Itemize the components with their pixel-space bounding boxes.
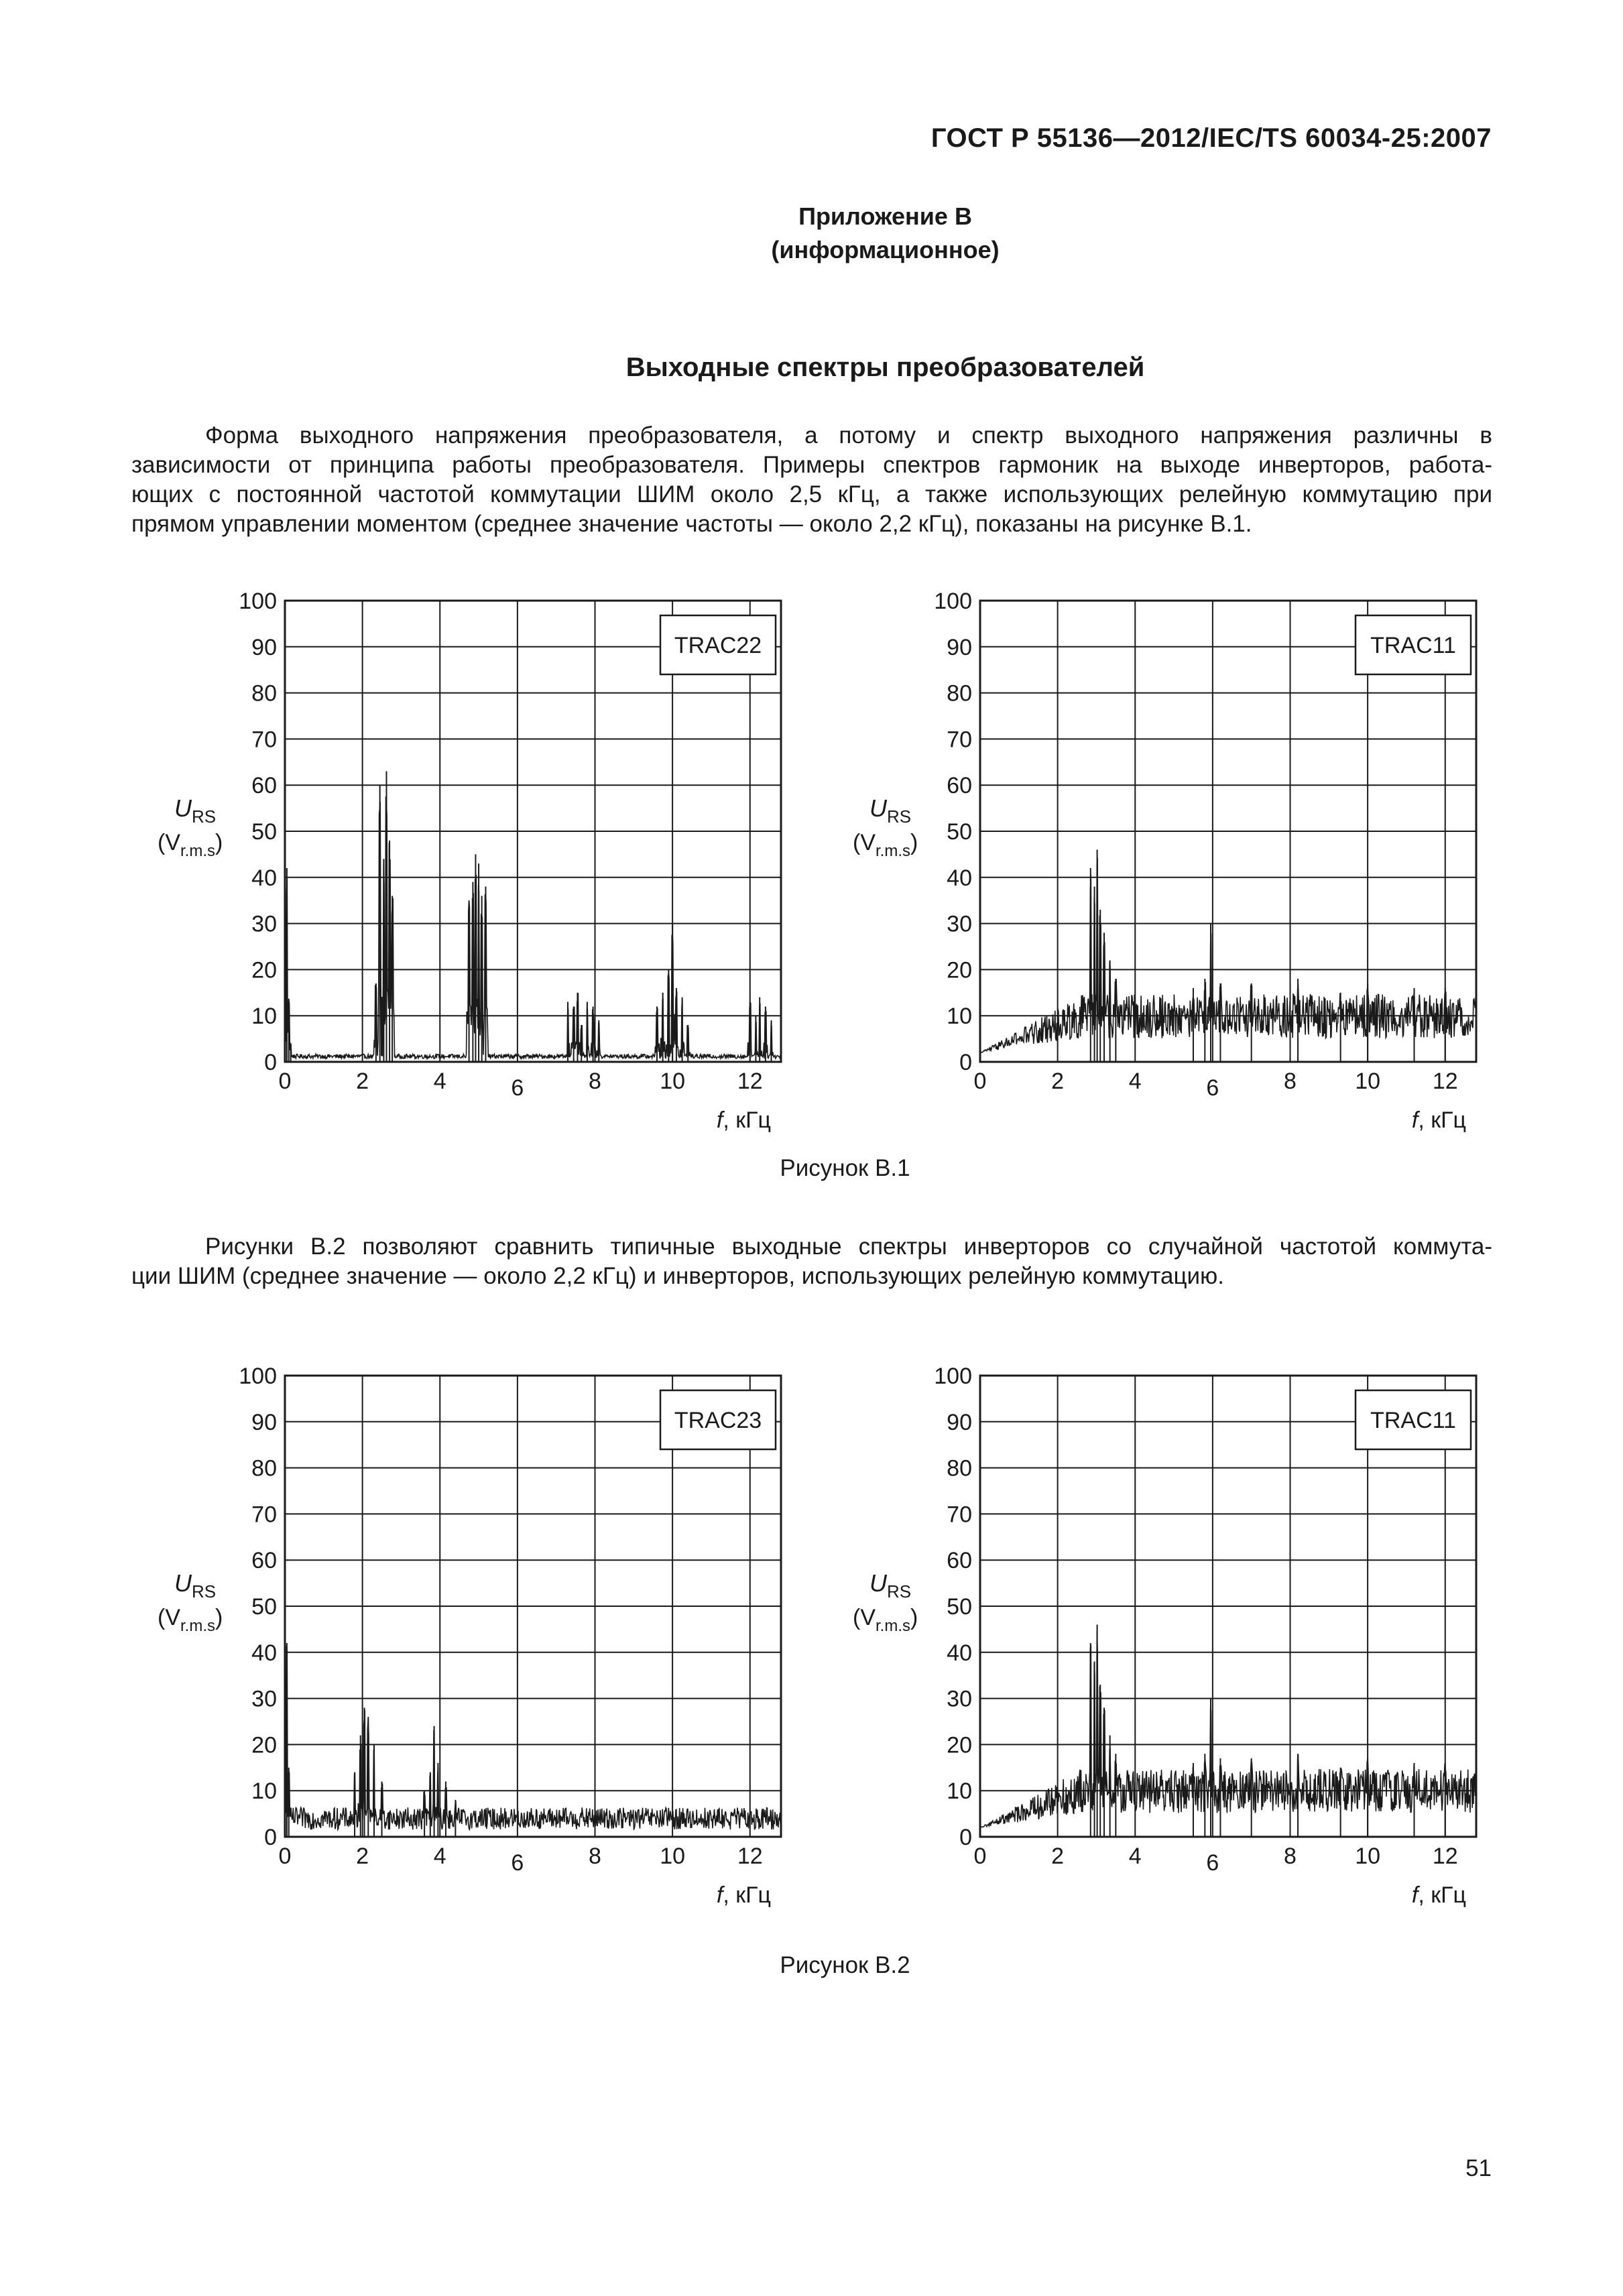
x-axis-label xyxy=(1412,1882,1466,1908)
y-tick-label: 100 xyxy=(239,1364,277,1389)
y-tick-label: 80 xyxy=(947,1455,972,1482)
y-tick-label: 30 xyxy=(947,1686,972,1712)
y-tick-label: 90 xyxy=(251,634,277,660)
paragraph-1-line-3: ющих с постоянной частотой коммутации ШИМ около 2,5 кГц, а также использующих релейную коммутацию при xyxy=(131,481,1492,507)
appendix-subtitle: (информационное) xyxy=(771,236,1000,263)
document-header: ГОСТ Р 55136—2012/IEC/TS 60034-25:2007 xyxy=(930,123,1492,153)
y-tick-label: 50 xyxy=(947,819,972,845)
y-axis-symbol: U xyxy=(174,794,192,822)
y-tick-label: 90 xyxy=(947,1409,972,1435)
y-axis-subscript: RS xyxy=(192,806,217,827)
spectrum-series xyxy=(980,1631,1476,1827)
y-axis-subscript: RS xyxy=(192,1581,217,1602)
y-axis-unit-close: ) xyxy=(910,1605,918,1630)
y-tick-label: 80 xyxy=(251,680,277,707)
y-axis-symbol: U xyxy=(869,1569,887,1597)
section-title: Выходные спектры преобразователей xyxy=(625,353,1145,382)
x-tick-label: 12 xyxy=(1432,1069,1458,1094)
x-tick-label: 8 xyxy=(1284,1069,1297,1094)
paragraph-2-line-2: ции ШИМ (среднее значение — около 2,2 кГц) и инверторов, использующих релейную коммутацию. xyxy=(131,1263,1225,1289)
y-tick-label: 80 xyxy=(947,680,972,707)
y-axis-unit-open: (V xyxy=(853,1605,876,1630)
y-tick-label: 60 xyxy=(947,1548,972,1574)
y-tick-label: 50 xyxy=(947,1594,972,1620)
y-tick-label: 100 xyxy=(239,589,277,614)
y-tick-label: 40 xyxy=(947,865,972,891)
y-tick-label: 100 xyxy=(934,1364,972,1389)
y-tick-label: 20 xyxy=(251,1732,277,1758)
x-tick-label: 4 xyxy=(433,1844,446,1869)
y-tick-label: 10 xyxy=(251,1004,277,1030)
appendix-title: Приложение В xyxy=(798,202,972,230)
y-tick-label: 60 xyxy=(251,1548,277,1574)
x-axis-unit: , кГц xyxy=(723,1107,771,1133)
paragraph-2-line-1: Рисунки В.2 позволяют сравнить типичные выходные спектры инверторов со случайной частотой коммута- xyxy=(205,1233,1492,1260)
chart-title: TRAC11 xyxy=(1370,1408,1456,1433)
y-tick-label: 60 xyxy=(947,773,972,799)
x-axis-unit: , кГц xyxy=(1418,1882,1466,1908)
x-axis-symbol: f xyxy=(1411,1107,1419,1133)
y-tick-label: 10 xyxy=(947,1004,972,1030)
x-tick-label: 6 xyxy=(1206,1850,1219,1876)
y-tick-label: 0 xyxy=(264,1050,277,1075)
x-tick-label: 4 xyxy=(433,1069,446,1094)
y-tick-label: 70 xyxy=(251,727,277,753)
chart-title: TRAC23 xyxy=(674,1408,762,1433)
y-tick-label: 50 xyxy=(251,1594,277,1620)
x-axis-unit: , кГц xyxy=(1418,1107,1466,1133)
y-axis-unit-open: (V xyxy=(158,830,180,855)
y-tick-label: 80 xyxy=(251,1455,277,1482)
y-axis-symbol: U xyxy=(869,794,887,822)
x-axis-symbol: f xyxy=(716,1882,723,1908)
y-axis-unit-close: ) xyxy=(910,830,918,855)
y-tick-label: 10 xyxy=(251,1778,277,1805)
y-axis-subscript: RS xyxy=(887,1581,912,1602)
y-axis-unit-open: (V xyxy=(853,830,876,855)
y-tick-label: 20 xyxy=(947,957,972,983)
paragraph-1-line-2: зависимости от принципа работы преобразователя. Примеры спектров гармоник на выходе инверторов, работа- xyxy=(131,452,1492,478)
x-tick-label: 12 xyxy=(737,1844,763,1869)
figure-2-caption: Рисунок В.2 xyxy=(780,1952,910,1978)
y-axis-unit-close: ) xyxy=(215,830,223,855)
x-tick-label: 6 xyxy=(511,1075,524,1101)
y-tick-label: 40 xyxy=(251,865,277,891)
x-tick-label: 4 xyxy=(1128,1069,1142,1094)
y-tick-label: 30 xyxy=(251,911,277,937)
x-tick-label: 6 xyxy=(511,1850,524,1876)
paragraph-1-line-4: прямом управлении моментом (среднее значение частоты — около 2,2 кГц), показаны на рисунке В.1. xyxy=(131,511,1252,537)
x-tick-label: 0 xyxy=(278,1069,292,1094)
figure-2-caption-wrap xyxy=(0,1952,1623,1979)
y-tick-label: 30 xyxy=(947,911,972,937)
x-tick-label: 8 xyxy=(1284,1844,1297,1869)
y-tick-label: 70 xyxy=(251,1502,277,1528)
paragraph-1-line-1: Форма выходного напряжения преобразователя, а потому и спектр выходного напряжения различны в xyxy=(205,422,1492,448)
y-tick-label: 0 xyxy=(264,1825,277,1850)
y-tick-label: 20 xyxy=(251,957,277,983)
y-tick-label: 100 xyxy=(934,589,972,614)
page-number: 51 xyxy=(1465,2155,1492,2181)
y-tick-label: 70 xyxy=(947,727,972,753)
y-tick-label: 20 xyxy=(947,1732,972,1758)
y-tick-label: 40 xyxy=(947,1640,972,1666)
x-tick-label: 0 xyxy=(973,1844,987,1869)
y-tick-label: 90 xyxy=(947,634,972,660)
x-tick-label: 12 xyxy=(1432,1844,1458,1869)
x-tick-label: 0 xyxy=(973,1069,987,1094)
y-axis-unit xyxy=(853,1605,918,1635)
x-tick-label: 12 xyxy=(737,1069,763,1094)
y-axis-subscript: RS xyxy=(887,806,912,827)
x-tick-label: 2 xyxy=(1051,1069,1065,1094)
y-tick-label: 30 xyxy=(251,1686,277,1712)
x-tick-label: 2 xyxy=(356,1069,369,1094)
y-tick-label: 90 xyxy=(251,1409,277,1435)
y-tick-label: 40 xyxy=(251,1640,277,1666)
x-tick-label: 4 xyxy=(1128,1844,1142,1869)
y-axis-unit-sub: r.m.s xyxy=(876,1617,910,1635)
y-axis-unit-close: ) xyxy=(215,1605,223,1630)
x-tick-label: 10 xyxy=(1355,1069,1381,1094)
y-tick-label: 50 xyxy=(251,819,277,845)
x-tick-label: 6 xyxy=(1206,1075,1219,1101)
y-axis-unit-sub: r.m.s xyxy=(180,842,215,860)
chart-title: TRAC11 xyxy=(1370,633,1456,658)
x-tick-label: 8 xyxy=(589,1844,601,1869)
y-axis-unit-sub: r.m.s xyxy=(876,842,910,860)
x-tick-label: 10 xyxy=(660,1069,686,1094)
y-tick-label: 60 xyxy=(251,773,277,799)
y-tick-label: 70 xyxy=(947,1502,972,1528)
y-axis-symbol: U xyxy=(174,1569,192,1597)
chart-title: TRAC22 xyxy=(674,633,762,658)
y-axis-unit-open: (V xyxy=(158,1605,180,1630)
figure-1-caption: Рисунок В.1 xyxy=(780,1155,910,1181)
y-tick-label: 0 xyxy=(959,1825,972,1850)
y-tick-label: 0 xyxy=(959,1050,972,1075)
x-tick-label: 2 xyxy=(1051,1844,1065,1869)
y-axis-unit-sub: r.m.s xyxy=(180,1617,215,1635)
x-tick-label: 0 xyxy=(278,1844,292,1869)
x-tick-label: 10 xyxy=(660,1844,686,1869)
x-axis-symbol: f xyxy=(1411,1882,1419,1908)
x-axis-unit: , кГц xyxy=(723,1882,771,1908)
x-tick-label: 10 xyxy=(1355,1844,1381,1869)
x-tick-label: 2 xyxy=(356,1844,369,1869)
x-axis-symbol: f xyxy=(716,1107,723,1133)
x-tick-label: 8 xyxy=(589,1069,601,1094)
y-axis-label xyxy=(869,1569,911,1602)
y-tick-label: 10 xyxy=(947,1778,972,1805)
